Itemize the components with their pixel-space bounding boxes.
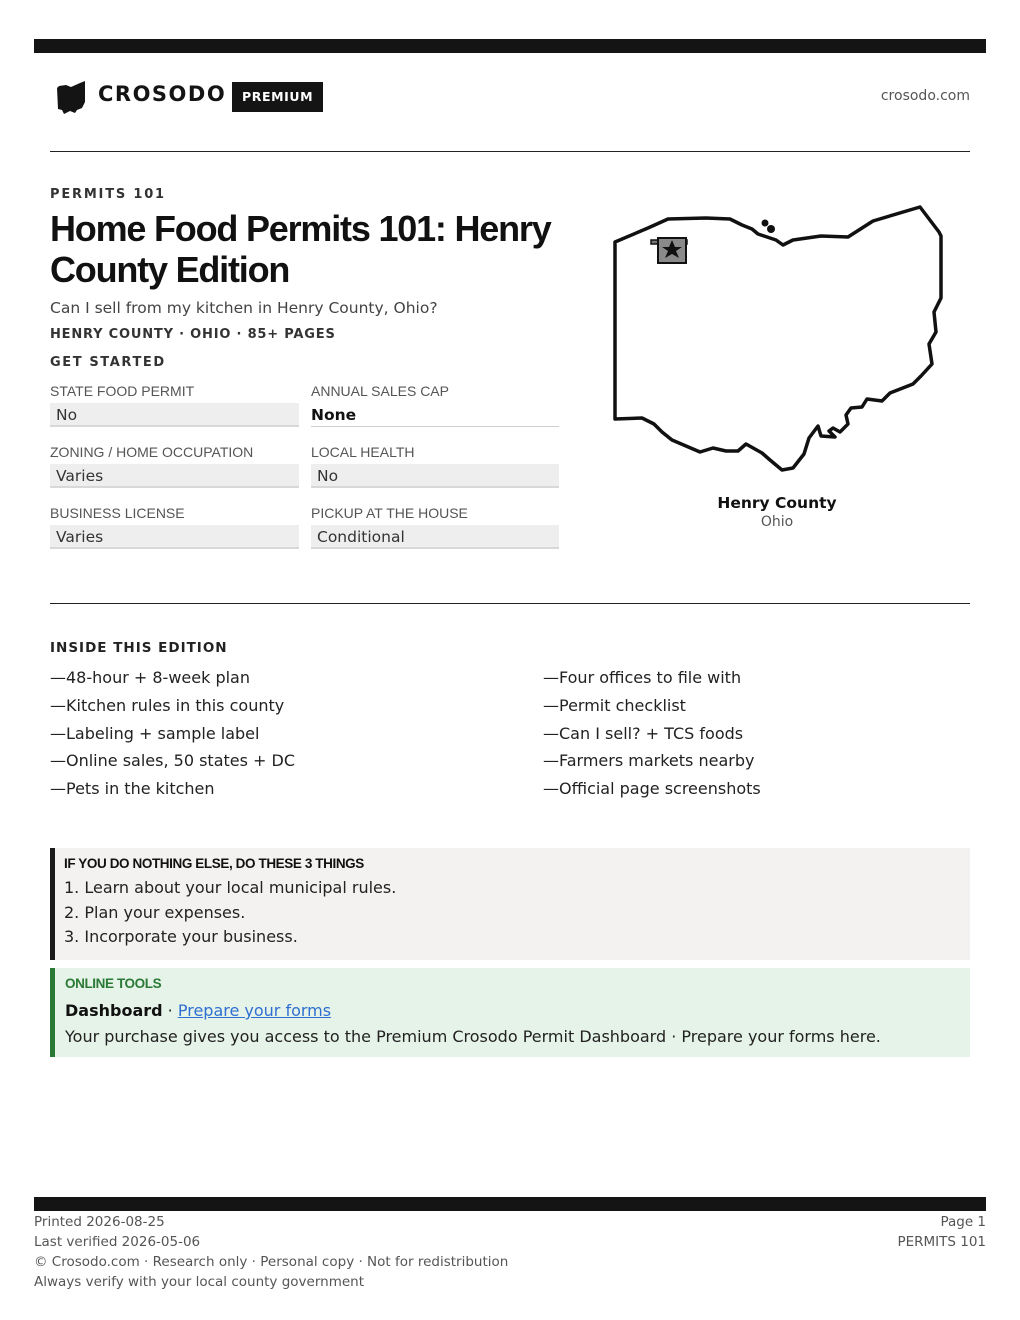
- fact-label: BUSINESS LICENSE: [50, 505, 185, 521]
- edition-meta: HENRY COUNTY · OHIO · 85+ PAGES: [50, 327, 336, 342]
- fact-label: PICKUP AT THE HOUSE: [311, 505, 468, 521]
- dashboard-label: Dashboard: [65, 1001, 163, 1020]
- callout-item: 3. Incorporate your business.: [64, 927, 298, 946]
- site-url[interactable]: crosodo.com: [880, 88, 970, 104]
- list-item: —Kitchen rules in this county: [50, 695, 285, 715]
- callout-title: IF YOU DO NOTHING ELSE, DO THESE 3 THINGS: [64, 856, 364, 871]
- list-item: —48-hour + 8-week plan: [50, 668, 250, 687]
- ohio-county-map: [600, 196, 952, 478]
- separator: ·: [162, 1001, 178, 1020]
- disclaimer-text: Always verify with your local county government: [34, 1274, 364, 1290]
- ohio-state-shape-icon: [56, 80, 86, 114]
- fact-label: ANNUAL SALES CAP: [311, 383, 449, 399]
- list-item: —Can I sell? + TCS foods: [543, 723, 744, 743]
- copyright-text: © Crosodo.com · Research only · Personal copy · Not for redistribution: [34, 1254, 509, 1270]
- island-mark: [767, 225, 775, 233]
- fact-state-food-permit: [50, 381, 299, 429]
- fact-annual-sales-cap: [311, 381, 559, 429]
- footer-right: [897, 1212, 986, 1252]
- list-item: —Four offices to file with: [543, 668, 742, 687]
- map-county-name: Henry County: [717, 494, 837, 512]
- page-title: Home Food Permits 101: Henry County Edition: [50, 208, 551, 290]
- fact-value: None: [311, 403, 559, 427]
- page-subtitle: Can I sell from my kitchen in Henry County, Ohio?: [50, 299, 438, 317]
- footer-section: PERMITS 101: [897, 1234, 986, 1250]
- get-started-heading: GET STARTED: [50, 355, 166, 370]
- fact-value: No: [50, 403, 299, 427]
- prepare-forms-link[interactable]: Prepare your forms: [177, 1001, 332, 1020]
- fact-value: Varies: [50, 464, 299, 488]
- fact-zoning: [50, 442, 299, 490]
- list-item: —Permit checklist: [543, 695, 686, 715]
- fact-value: Varies: [50, 525, 299, 549]
- page-header: [50, 78, 970, 118]
- page-number: Page 1: [940, 1214, 986, 1230]
- callout-item: 2. Plan your expenses.: [64, 902, 246, 922]
- list-item: —Labeling + sample label: [50, 723, 260, 743]
- star-marker-icon: [651, 238, 687, 263]
- fact-pickup-at-house: [311, 503, 559, 551]
- fact-label: ZONING / HOME OCCUPATION: [50, 444, 254, 460]
- callout-item: 1. Learn about your local municipal rules.: [64, 878, 397, 897]
- section-divider: [50, 603, 970, 604]
- map-caption: [600, 494, 954, 530]
- island-mark: [762, 220, 769, 227]
- list-item: —Farmers markets nearby: [543, 751, 755, 771]
- list-item: —Official page screenshots: [543, 779, 761, 799]
- verified-date: Last verified 2026-05-06: [34, 1234, 201, 1250]
- fact-label: LOCAL HEALTH: [311, 444, 415, 460]
- premium-badge: PREMIUM: [232, 82, 323, 112]
- top-rule-bar: [34, 39, 986, 53]
- online-tools-callout: [50, 968, 970, 1057]
- fact-business-license: [50, 503, 299, 551]
- bottom-rule-bar: [34, 1197, 986, 1211]
- fact-local-health: [311, 442, 559, 490]
- tools-links-row: [65, 998, 970, 1024]
- tools-description: Your purchase gives you access to the Premium Crosodo Permit Dashboard · Prepare your forms here.: [65, 1027, 881, 1046]
- footer-left: [34, 1212, 508, 1292]
- map-state-name: Ohio: [760, 514, 794, 530]
- fact-value: Conditional: [311, 525, 559, 549]
- brand-name: CROSODO: [98, 82, 227, 106]
- list-item: —Pets in the kitchen: [50, 779, 215, 799]
- inside-edition-list: [50, 664, 970, 803]
- three-things-callout: [50, 848, 970, 960]
- inside-edition-heading: INSIDE THIS EDITION: [50, 640, 228, 656]
- tools-title: ONLINE TOOLS: [65, 976, 162, 991]
- printed-date: Printed 2026-08-25: [34, 1214, 165, 1230]
- section-kicker: PERMITS 101: [50, 187, 166, 202]
- header-divider: [50, 151, 970, 152]
- quick-facts-grid: [50, 381, 559, 551]
- fact-label: STATE FOOD PERMIT: [50, 383, 195, 399]
- fact-value: No: [311, 464, 559, 488]
- list-item: —Online sales, 50 states + DC: [50, 751, 296, 771]
